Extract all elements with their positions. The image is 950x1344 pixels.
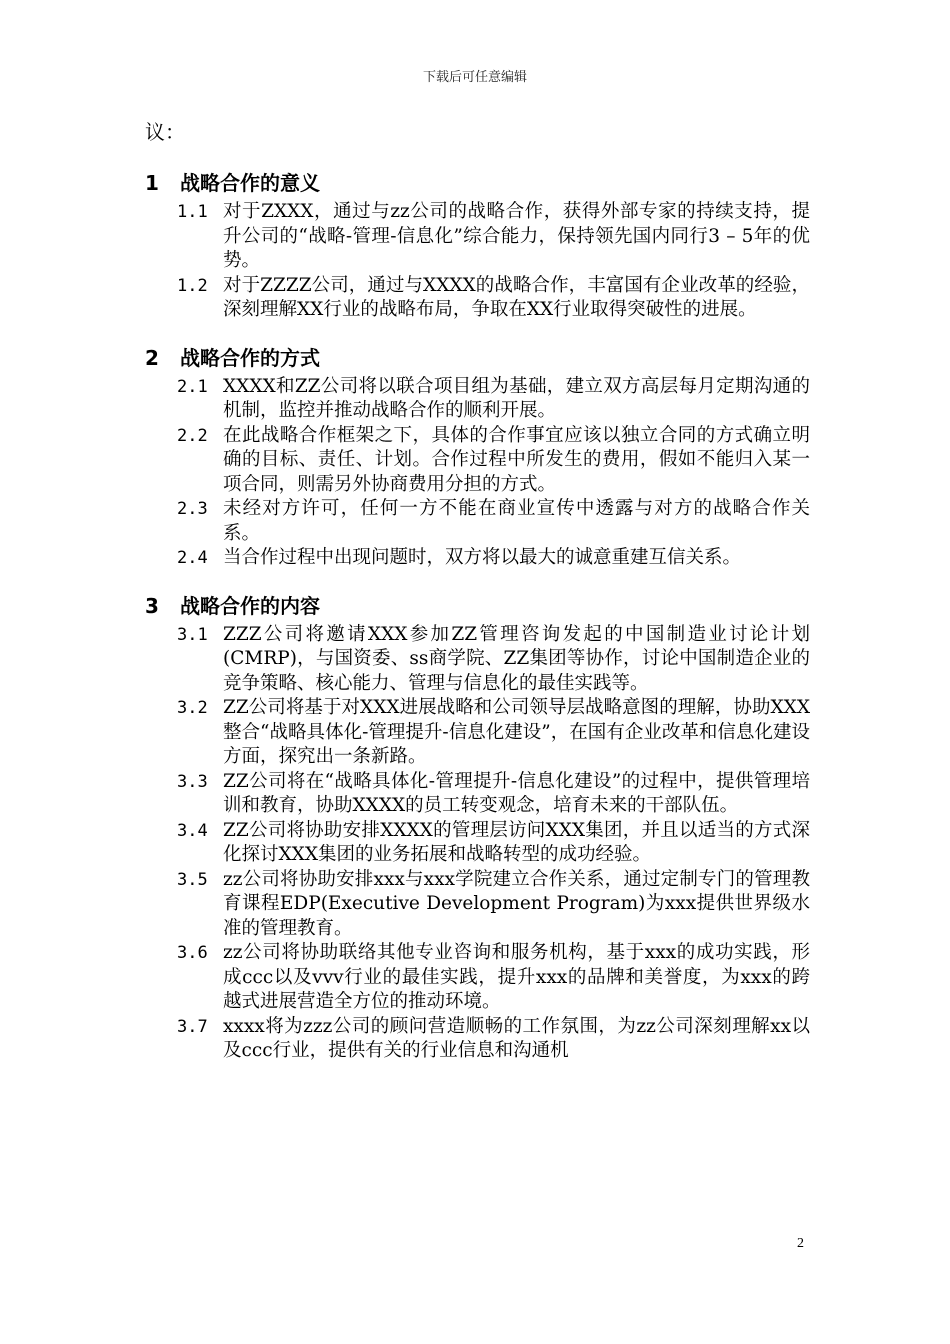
- item-number: 1.2: [177, 275, 208, 296]
- item-text: 在此战略合作框架之下，具体的合作事宜应该以独立合同的方式确立明确的目标、责任、计划。合作过程中所发生的费用，假如不能归入某一项合同，则需另外协商费用分担的方式。: [223, 424, 810, 495]
- item-text: ZZ公司将协助安排XXXX的管理层访问XXX集团，并且以适当的方式深化探讨XXX集团的业务拓展和战略转型的成功经验。: [223, 819, 810, 865]
- item-number: 3.5: [177, 869, 208, 890]
- sections-container: [145, 170, 810, 1064]
- item-number: 3.4: [177, 820, 208, 841]
- page-number: 2: [797, 1236, 804, 1251]
- list-item: [177, 696, 810, 770]
- item-text: ZZZ公司将邀请XXX参加ZZ管理咨询发起的中国制造业讨论计划(CMRP)，与国资委、ss商学院、ZZ集团等协作，讨论中国制造企业的竞争策略、核心能力、管理与信息化的最佳实践等。: [223, 623, 810, 694]
- section-number: 2: [145, 345, 159, 370]
- list-item: [177, 819, 810, 868]
- item-text: 对于ZXXX，通过与zz公司的战略合作，获得外部专家的持续支持，提升公司的“战略-管理-信息化”综合能力，保持领先国内同行3 – 5年的优势。: [223, 201, 810, 271]
- section-heading: [145, 345, 810, 371]
- item-text: XXXX和ZZ公司将以联合项目组为基础，建立双方高层每月定期沟通的机制，监控并推动战略合作的顺利开展。: [223, 375, 810, 421]
- list-item: [177, 1015, 810, 1064]
- list-item: [177, 941, 810, 1015]
- item-number: 3.3: [177, 771, 208, 792]
- section-title: 战略合作的方式: [180, 345, 320, 370]
- section-title: 战略合作的内容: [180, 593, 320, 618]
- list-item: [177, 770, 810, 819]
- item-text: ZZ公司将在“战略具体化-管理提升-信息化建设”的过程中，提供管理培训和教育，协助XXXX的员工转变观念，培育未来的干部队伍。: [223, 770, 810, 816]
- intro-text: 议：: [145, 120, 185, 144]
- list-item: [177, 546, 810, 571]
- list-item: [177, 623, 810, 697]
- section-3: [145, 593, 810, 1064]
- item-text: 当合作过程中出现问题时，双方将以最大的诚意重建互信关系。: [223, 547, 742, 568]
- item-number: 3.2: [177, 698, 208, 718]
- item-number: 2.3: [177, 499, 208, 519]
- item-number: 1.1: [177, 202, 208, 222]
- section-2: [145, 345, 810, 571]
- section-number: 1: [145, 171, 159, 195]
- item-number: 3.6: [177, 943, 208, 963]
- list-item: [177, 868, 810, 942]
- item-text: 未经对方许可，任何一方不能在商业宣传中透露与对方的战略合作关系。: [223, 498, 810, 544]
- list-item: [177, 424, 810, 498]
- list-item: [177, 497, 810, 546]
- item-number: 2.4: [177, 548, 208, 568]
- section-heading: [145, 593, 810, 619]
- item-text: zz公司将协助安排xxx与xxx学院建立合作关系，通过定制专门的管理教育课程EDP(Executive Development Program)为xxx提供世界级水准的管理教育。: [223, 868, 810, 939]
- item-number: 3.1: [177, 624, 208, 645]
- page-header: 下载后可任意编辑: [422, 70, 527, 85]
- section-number: 3: [145, 593, 159, 618]
- item-text: ZZ公司将基于对XXX进展战略和公司领导层战略意图的理解，协助XXX整合“战略具体化-管理提升-信息化建设”，在国有企业改革和信息化建设方面，探究出一条新路。: [223, 697, 810, 767]
- item-text: 对于ZZZZ公司，通过与XXXX的战略合作，丰富国有企业改革的经验，深刻理解XX行业的战略布局，争取在XX行业取得突破性的进展。: [223, 274, 810, 320]
- item-number: 3.7: [177, 1016, 208, 1037]
- item-text: xxxx将为zzz公司的顾问营造顺畅的工作氛围，为zz公司深刻理解xx以及ccc行业，提供有关的行业信息和沟通机: [223, 1015, 810, 1061]
- section-1: [145, 170, 810, 323]
- item-text: zz公司将协助联络其他专业咨询和服务机构，基于xxx的成功实践，形成ccc以及vvv行业的最佳实践，提升xxx的品牌和美誉度，为xxx的跨越式进展营造全方位的推动环境。: [223, 942, 810, 1012]
- item-number: 2.1: [177, 376, 208, 397]
- section-title: 战略合作的意义: [180, 171, 320, 195]
- item-number: 2.2: [177, 425, 208, 446]
- section-heading: [145, 170, 810, 196]
- list-item: [177, 274, 810, 323]
- document-body: [145, 120, 810, 1086]
- list-item: [177, 200, 810, 274]
- list-item: [177, 375, 810, 424]
